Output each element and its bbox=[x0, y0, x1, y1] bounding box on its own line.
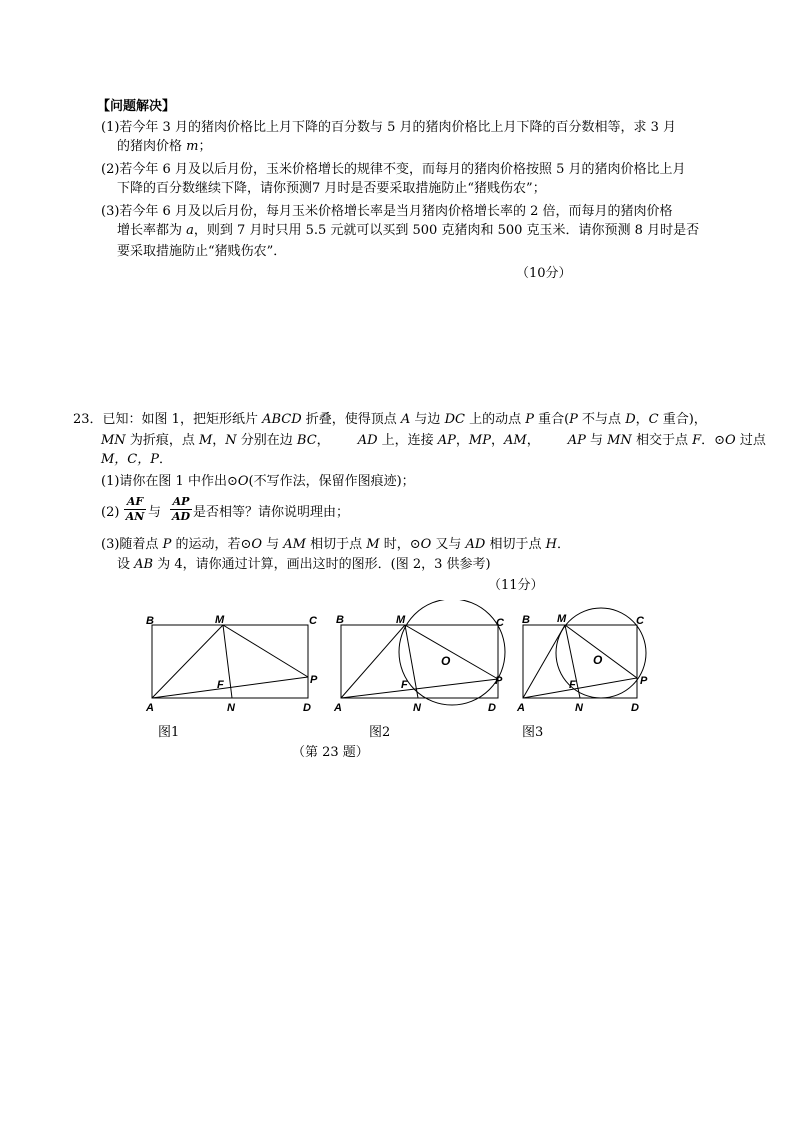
fig3-label-b: B bbox=[522, 614, 530, 626]
fig2-label-d: D bbox=[488, 702, 496, 714]
fig1-label-d: D bbox=[303, 702, 311, 714]
p23-line3: M，C，P． bbox=[101, 452, 173, 467]
fig1-segment-am bbox=[152, 625, 223, 698]
fig3-label-m: M bbox=[557, 613, 567, 625]
fig2-label-p: P bbox=[495, 675, 503, 687]
p23-line2: MN 为折痕，点 M，N 分别在边 BC， AD 上，连接 AP，MP，AM， AP 与 MN 相交于点 F．⊙O 过点 bbox=[101, 433, 766, 448]
figure-1 bbox=[152, 625, 308, 698]
p23-line1: 23．已知：如图 1，把矩形纸片 ABCD 折叠，使得顶点 A 与边 DC 上的动点 P 重合(P 不与点 D，C 重合)， bbox=[73, 412, 707, 427]
score-11: （11分） bbox=[488, 578, 544, 593]
q2-line1: (2)若今年 6 月及以后月份，玉米价格增长的规律不变，而每月的猪肉价格按照 5 月的猪肉价格比上月 bbox=[101, 162, 686, 177]
fig3-segment-ap bbox=[523, 678, 637, 698]
score-10: （10分） bbox=[516, 266, 572, 281]
fig3-label-o: O bbox=[593, 653, 603, 667]
fig2-label-o: O bbox=[441, 654, 451, 668]
fig3-label-d: D bbox=[631, 702, 639, 714]
fig3-label-a: A bbox=[517, 702, 525, 714]
p23-sub3-line2: 设 AB 为 4，请你通过计算，画出这时的图形．(图 2，3 供参考) bbox=[117, 557, 491, 572]
fig2-label-f: F bbox=[401, 679, 408, 691]
geometry-figures bbox=[0, 600, 794, 740]
fraction-af-an: $\frac{AF}{AN}$ bbox=[125, 495, 145, 523]
problem-23-caption: （第 23 题） bbox=[292, 745, 369, 760]
fig3-segment-mp bbox=[565, 625, 637, 678]
fig2-caption: 图2 bbox=[369, 725, 391, 740]
fig3-label-p: P bbox=[640, 675, 648, 687]
q2-line2: 下降的百分数继续下降，请你预测7 月时是否要采取措施防止“猪贱伤农”； bbox=[117, 181, 546, 196]
fig2-segment-mp bbox=[405, 625, 498, 679]
p23-sub3: (3)随着点 P 的运动，若⊙O 与 AM 相切于点 M 时，⊙O 又与 AD 相切于点 H． bbox=[101, 537, 570, 552]
fig1-label-c: C bbox=[309, 615, 317, 627]
p23-sub2-end: 是否相等？请你说明理由； bbox=[193, 505, 350, 520]
fig2-label-n: N bbox=[413, 702, 421, 714]
fig1-label-p: P bbox=[310, 674, 318, 686]
fraction-ap-ad: $\frac{AP}{AD}$ bbox=[171, 495, 191, 523]
problem-solving-heading: 【问题解决】 bbox=[97, 99, 176, 114]
q3-line3: 要采取措施防止“猪贱伤农”． bbox=[117, 244, 287, 259]
fig2-label-m: M bbox=[396, 614, 406, 626]
q3-line2: 增长率都为 a，则到 7 月时只用 5.5 元就可以买到 500 克猪肉和 500 克玉米．请你预测 8 月时是否 bbox=[117, 223, 700, 238]
q1-line1: (1)若今年 3 月的猪肉价格比上月下降的百分数与 5 月的猪肉价格比上月下降的百分数相等，求 3 月 bbox=[101, 120, 677, 135]
fig1-label-b: B bbox=[146, 615, 154, 627]
figure-2 bbox=[341, 600, 505, 705]
fig3-label-c: C bbox=[636, 615, 644, 627]
fig2-segment-am bbox=[341, 625, 405, 698]
fig2-label-a: A bbox=[334, 702, 342, 714]
fig3-label-f: F bbox=[569, 679, 576, 691]
p23-sub2-mid: 与 bbox=[148, 505, 162, 520]
fig2-segment-ap bbox=[341, 679, 498, 698]
fig1-label-f: F bbox=[217, 679, 224, 691]
fig2-label-c: C bbox=[496, 617, 504, 629]
fig3-caption: 图3 bbox=[522, 725, 544, 740]
fig2-rectangle bbox=[341, 625, 498, 698]
q3-line1: (3)若今年 6 月及以后月份，每月玉米价格增长率是当月猪肉价格增长率的 2 倍，而每月的猪肉价格 bbox=[101, 204, 673, 219]
fig1-caption: 图1 bbox=[158, 725, 180, 740]
fig1-segment-mp bbox=[223, 625, 308, 677]
fig1-label-m: M bbox=[215, 614, 225, 626]
fig2-label-b: B bbox=[336, 614, 344, 626]
figure-3 bbox=[523, 608, 646, 698]
fig1-label-a: A bbox=[146, 702, 154, 714]
fig3-segment-am bbox=[523, 625, 565, 698]
fig1-label-n: N bbox=[227, 702, 235, 714]
q1-line2: 的猪肉价格 m； bbox=[117, 139, 212, 154]
fig3-label-n: N bbox=[575, 702, 583, 714]
p23-sub2-prefix: (2) bbox=[101, 505, 120, 520]
p23-sub1: (1)请你在图 1 中作出⊙O(不写作法，保留作图痕迹)； bbox=[101, 474, 415, 489]
